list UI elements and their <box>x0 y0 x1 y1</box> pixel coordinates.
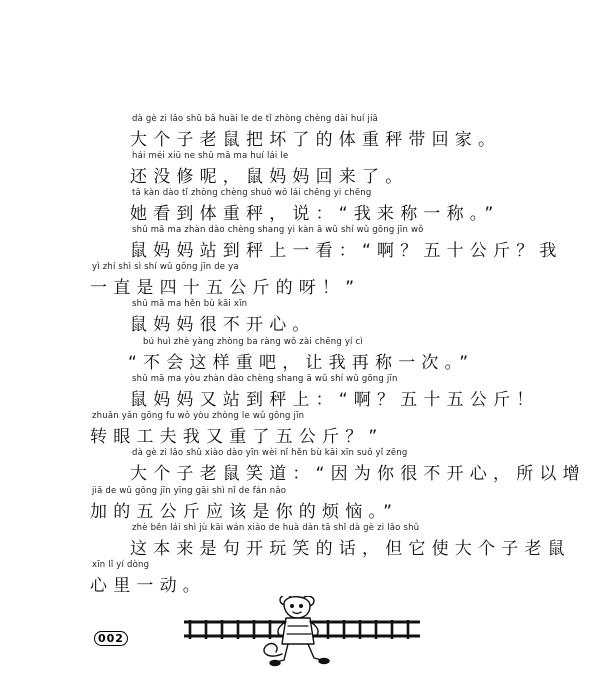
pinyin-annotation: dà gè zi lǎo shǔ bǎ huài le de tǐ zhòng chèng dài huí jiā <box>132 114 379 124</box>
pinyin-annotation: xīn lǐ yí dòng <box>92 560 150 570</box>
pinyin-annotation: bú huì zhè yàng zhòng ba ràng wǒ zài chēng yí cì <box>143 337 363 347</box>
story-text: 还没修呢，鼠妈妈回来了。 <box>130 167 409 187</box>
story-text: 大个子老鼠把坏了的体重秤带回家。 <box>130 130 502 150</box>
pinyin-annotation: yì zhí shì sì shí wǔ gōng jīn de ya <box>92 262 239 272</box>
story-text: 转眼工夫我又重了五公斤？” <box>90 427 384 447</box>
page-number: 002 <box>94 631 128 646</box>
story-text: 她看到体重秤，说：“我来称一称。” <box>130 204 500 224</box>
pinyin-annotation: shǔ mā ma yòu zhàn dào chèng shang ā wǔ shí wǔ gōng jīn <box>132 374 398 384</box>
story-text: 一直是四十五公斤的呀！” <box>90 278 361 298</box>
pinyin-annotation: jiā de wǔ gōng jīn yīng gāi shì nǐ de fán nǎo <box>92 486 287 496</box>
pinyin-annotation: tā kàn dào tǐ zhòng chèng shuō wǒ lái chēng yi chēng <box>132 188 372 198</box>
pinyin-annotation: shǔ mā ma hěn bù kāi xīn <box>132 299 248 309</box>
pinyin-annotation: shǔ mā ma zhàn dào chèng shang yi kàn ā wǔ shí wǔ gōng jīn wǒ <box>132 225 424 235</box>
story-text: 心里一动。 <box>90 576 206 596</box>
story-text: 鼠妈妈站到秤上一看：“啊？五十公斤？我 <box>130 241 563 261</box>
pinyin-annotation: dà gè zi lǎo shǔ xiào dào yīn wèi nǐ hěn bù kāi xīn suǒ yǐ zēng <box>132 448 408 458</box>
mouse-on-ladder-illustration <box>180 596 424 676</box>
story-text: “不会这样重吧，让我再称一次。” <box>128 353 475 373</box>
story-text: 大个子老鼠笑道：“因为你很不开心，所以增 <box>130 464 586 484</box>
story-text: 加的五公斤应该是你的烦恼。” <box>90 502 399 522</box>
pinyin-annotation: zhè běn lái shì jù kāi wán xiào de huà dàn tā shǐ dà gè zi lǎo shǔ <box>132 523 420 533</box>
pinyin-annotation: zhuǎn yǎn gōng fu wǒ yòu zhòng le wǔ gōng jīn <box>92 411 305 421</box>
story-text: 鼠妈妈很不开心。 <box>130 315 316 335</box>
story-text: 鼠妈妈又站到秤上：“啊？五十五公斤！ <box>130 390 540 410</box>
pinyin-annotation: hái méi xiū ne shǔ mā ma huí lái le <box>132 151 289 161</box>
story-text: 这本来是句开玩笑的话，但它使大个子老鼠 <box>130 539 571 559</box>
